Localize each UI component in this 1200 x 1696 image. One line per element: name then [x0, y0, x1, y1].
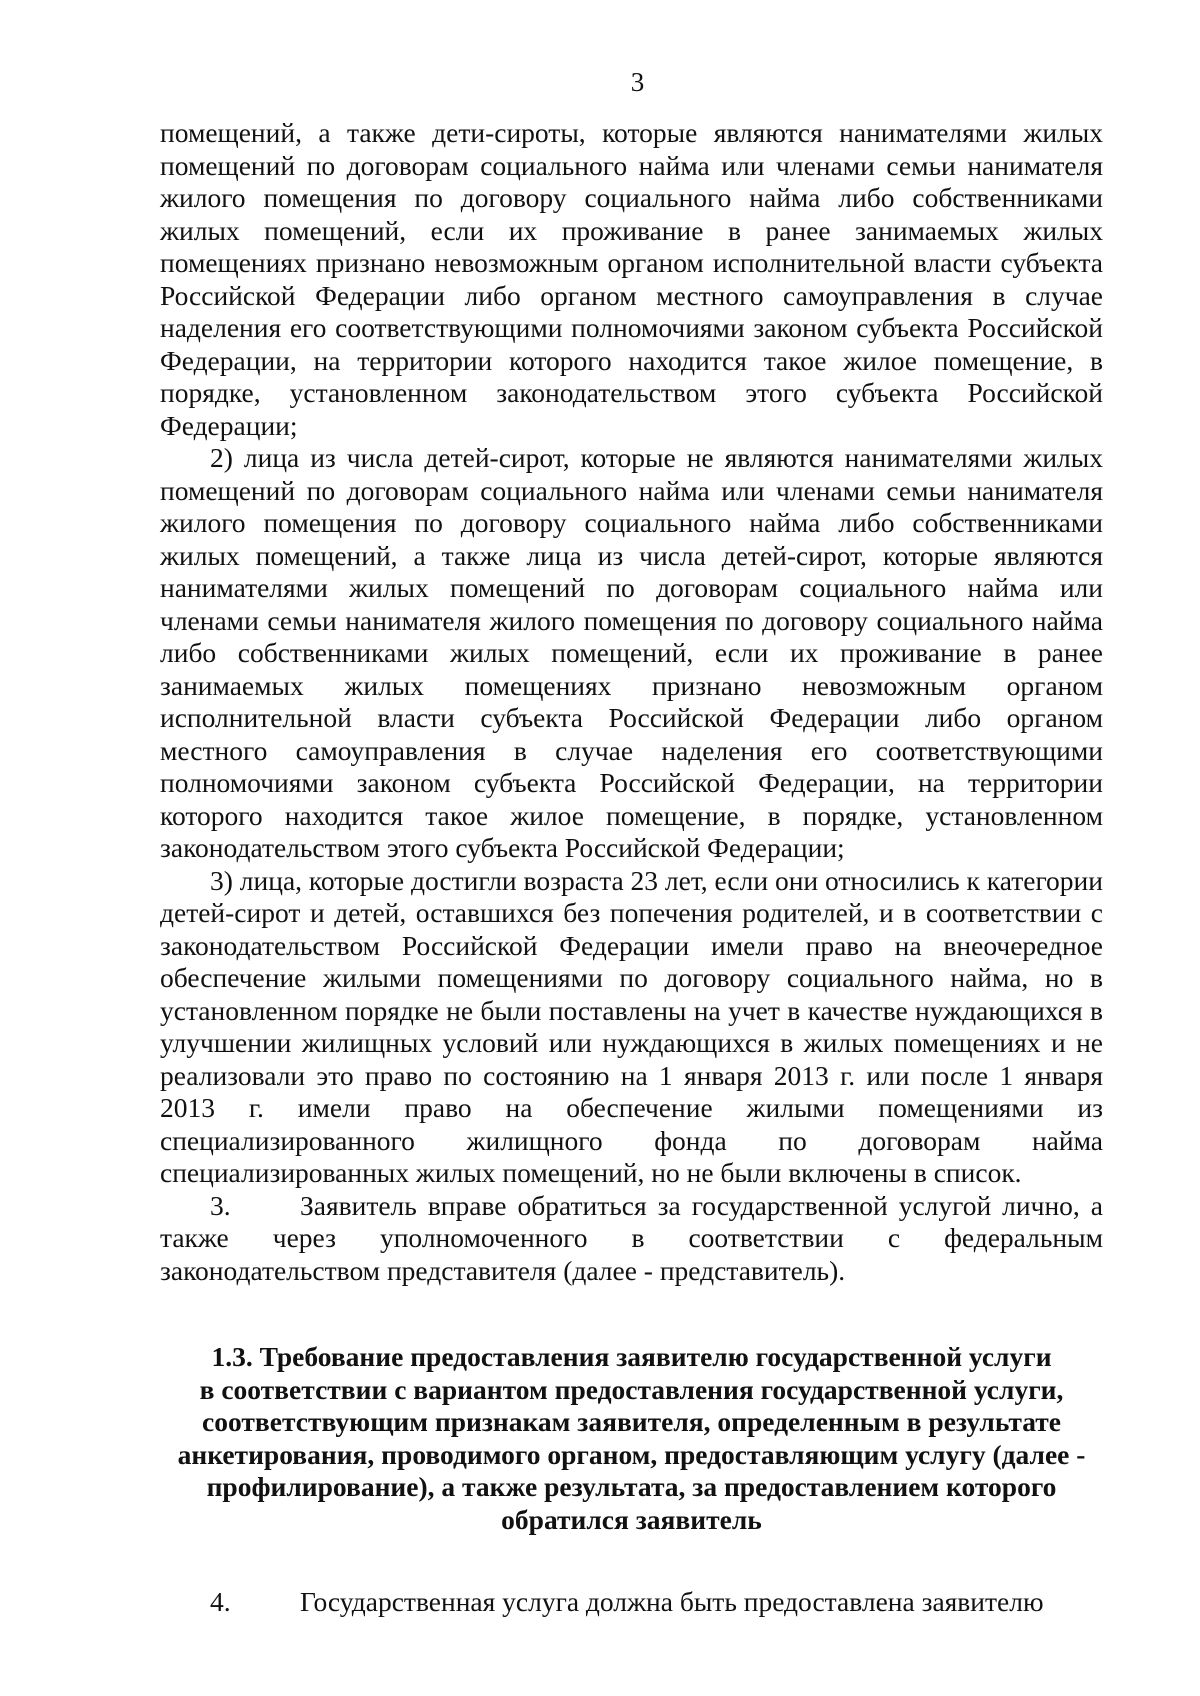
section-heading-line: 1.3. Требование предоставления заявителю государственной услуги [211, 1341, 1052, 1372]
paragraph-clause-4 [160, 1586, 1103, 1619]
paragraph-item-2: 2) лица из числа детей-сирот, которые не являются нанимателями жилых помещений по договорам социального найма или членами семьи нанимателя жилого помещения по договору социального найма либо собственниками жилых помещений, а также лица из числа детей-сирот, которые являются нанимателями жилых помещений по договорам социального найма или членами семьи нанимателя жилого помещения по договору социального найма либо собственниками жилых помещений, если их проживание в ранее занимаемых жилых помещениях признано невозможным органом исполнительной власти субъекта Российской Федерации либо органом местного самоуправления в случае наделения его соответствующими полномочиями законом субъекта Российской Федерации, на территории которого находится такое жилое помещение, в порядке, установленном законодательством этого субъекта Российской Федерации; [160, 442, 1103, 863]
clause-number: 3. [210, 1189, 231, 1221]
paragraph-continuation: помещений, а также дети-сироты, которые являются нанимателями жилых помещений по договорам социального найма или членами семьи нанимателя жилого помещения по договору социального найма либо собственниками жилых помещений, если их проживание в ранее занимаемых жилых помещениях признано невозможным органом исполнительной власти субъекта Российской Федерации либо органом местного самоуправления в случае наделения его соответствующими полномочиями законом субъекта Российской Федерации, на территории которого находится такое жилое помещение, в порядке, установленном законодательством этого субъекта Российской Федерации; [160, 117, 1103, 441]
section-heading-line: анкетирования, проводимого органом, предоставляющим услугу (далее - [177, 1438, 1086, 1470]
section-heading-line: в соответствии с вариантом предоставления государственной услуги, [199, 1373, 1064, 1405]
clause-text: Государственная услуга должна быть предоставлена заявителю [300, 1586, 1044, 1617]
paragraph-item-3: 3) лица, которые достигли возраста 23 лет, если они относились к категории детей-сирот и детей, оставшихся без попечения родителей, и в соответствии с законодательством Российской Федерации имели право на внеочередное обеспечение жилыми помещениями по договору социального найма, но в установленном порядке не были поставлены на учет в качестве нуждающихся в улучшении жилищных условий или нуждающихся в жилых помещениях и не реализовали это право по состоянию на 1 января 2013 г. или после 1 января 2013 г. имели право на обеспечение жилыми помещениями из специализированного жилищного фонда по договорам найма специализированных жилых помещений, но не были включены в список. [160, 864, 1103, 1188]
clause-text: Заявитель вправе обратиться за государственной услугой лично, а также через уполномоченного в соответствии с федеральным законодательством представителя (далее - представитель). [160, 1189, 1103, 1286]
document-body [160, 117, 1103, 1619]
section-heading-line: обратился заявитель [501, 1503, 762, 1535]
page-number: 3 [630, 67, 645, 97]
section-heading-line: соответствующим признакам заявителя, определенным в результате [202, 1406, 1061, 1437]
section-heading [160, 1341, 1103, 1536]
section-heading-line: профилирование), а также результата, за предоставлением которого [206, 1471, 1057, 1502]
paragraph-clause-3 [160, 1190, 1103, 1288]
clause-number: 4. [210, 1586, 231, 1617]
